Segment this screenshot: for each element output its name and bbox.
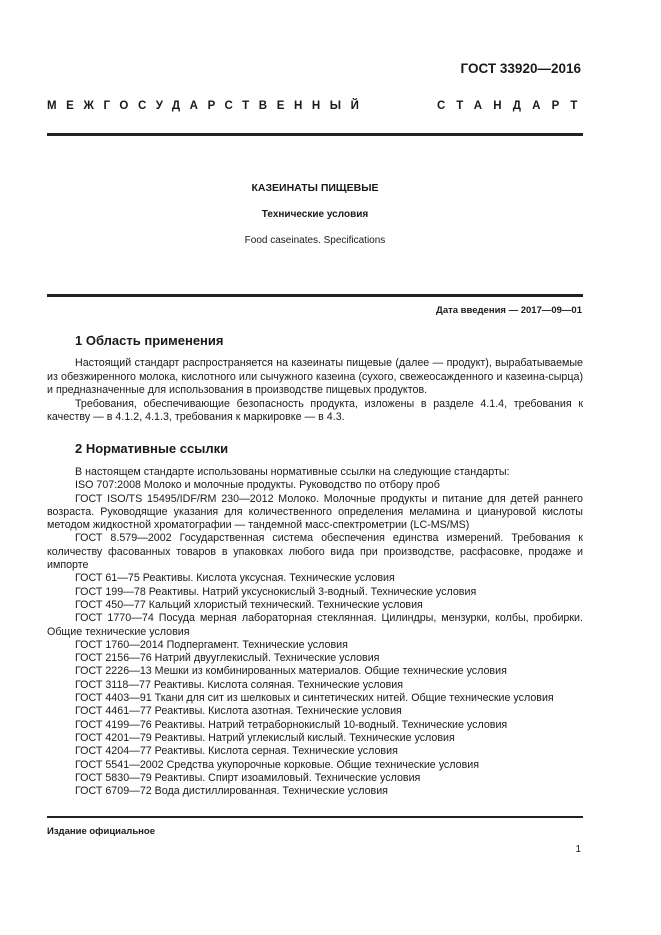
section-1-paragraph: Настоящий стандарт распространяется на казеинаты пищевые (далее — продукт), вырабатываемые из обезжиренного молока, кислотного или сычужного казеина (сухого, свежеосажденного и казеина-сырца) и предназначенные для использования в производстве пищевых продуктов. — [47, 357, 583, 396]
section-2-heading: 2 Нормативные ссылки — [75, 441, 229, 456]
page-number: 1 — [575, 844, 581, 855]
reference-item: ГОСТ 61—75 Реактивы. Кислота уксусная. Технические условия — [75, 572, 395, 585]
reference-item: ГОСТ 8.579—2002 Государственная система обеспечения единства измерений. Требования к количеству фасованных товаров в упаковках любого вида при производстве, расфасовке, продаже и импорте — [47, 532, 583, 572]
reference-item: ГОСТ 4403—91 Ткани для сит из шелковых и синтетических нитей. Общие технические условия — [75, 692, 554, 705]
footer-divider — [47, 816, 583, 818]
references-list — [47, 466, 583, 798]
edition-label: Издание официальное — [47, 826, 155, 837]
reference-item: ГОСТ ISO/TS 15495/IDF/RM 230—2012 Молоко. Молочные продукты и питание для детей раннего возраста. Руководящие указания для количественного определения меламина и циануровой кислоты методом жидкостной хроматографии — тандемной масс-спектрометрии (LC-MS/MS) — [47, 492, 583, 532]
title-divider — [47, 294, 583, 297]
document-title: КАЗЕИНАТЫ ПИЩЕВЫЕ — [251, 182, 379, 194]
reference-item: ГОСТ 1760—2014 Подпергамент. Технические условия — [75, 638, 348, 651]
reference-item: ГОСТ 199—78 Реактивы. Натрий уксуснокислый 3-водный. Технические условия — [75, 585, 477, 598]
reference-item: ГОСТ 5541—2002 Средства укупорочные корковые. Общие технические условия — [75, 758, 480, 771]
reference-item: ГОСТ 4199—76 Реактивы. Натрий тетраборнокислый 10-водный. Технические условия — [75, 718, 508, 731]
reference-item: ГОСТ 4204—77 Реактивы. Кислота серная. Технические условия — [75, 745, 398, 758]
reference-item: ГОСТ 3118—77 Реактивы. Кислота соляная. Технические условия — [75, 678, 404, 691]
reference-item: ГОСТ 450—77 Кальций хлористый технический. Технические условия — [75, 598, 423, 611]
reference-item: ГОСТ 2226—13 Мешки из комбинированных материалов. Общие технические условия — [75, 665, 507, 678]
standard-category-right: СТАНДАРТ — [437, 100, 589, 112]
reference-item: ГОСТ 1770—74 Посуда мерная лабораторная стеклянная. Цилиндры, мензурки, колбы, пробирки. Общие технические условия — [47, 612, 583, 638]
standard-category-left: МЕЖГОСУДАРСТВЕННЫЙ — [47, 100, 369, 112]
reference-item: ISO 707:2008 Молоко и молочные продукты. Руководство по отбору проб — [75, 479, 440, 492]
english-title: Food caseinates. Specifications — [244, 235, 386, 246]
section-1-body — [47, 357, 583, 425]
section-1-paragraph: Требования, обеспечивающие безопасность продукта, изложены в разделе 4.1.4, требования к качеству — в 4.1.2, 4.1.3, требования к маркировке — в 4.3. — [47, 397, 583, 423]
reference-item: ГОСТ 4201—79 Реактивы. Натрий углекислый кислый. Технические условия — [75, 731, 455, 744]
reference-item: ГОСТ 5830—79 Реактивы. Спирт изоамиловый. Технические условия — [75, 771, 421, 784]
effective-date: Дата введения — 2017—09—01 — [436, 305, 582, 316]
document-subtitle: Технические условия — [261, 209, 369, 220]
reference-item: ГОСТ 2156—76 Натрий двууглекислый. Технические условия — [75, 652, 380, 665]
reference-item: ГОСТ 6709—72 Вода дистиллированная. Технические условия — [75, 785, 388, 798]
references-intro: В настоящем стандарте использованы нормативные ссылки на следующие стандарты: — [75, 466, 510, 478]
document-code: ГОСТ 33920—2016 — [460, 61, 581, 76]
header-divider — [47, 133, 583, 136]
reference-item: ГОСТ 4461—77 Реактивы. Кислота азотная. Технические условия — [75, 705, 402, 718]
section-1-heading: 1 Область применения — [75, 333, 224, 348]
